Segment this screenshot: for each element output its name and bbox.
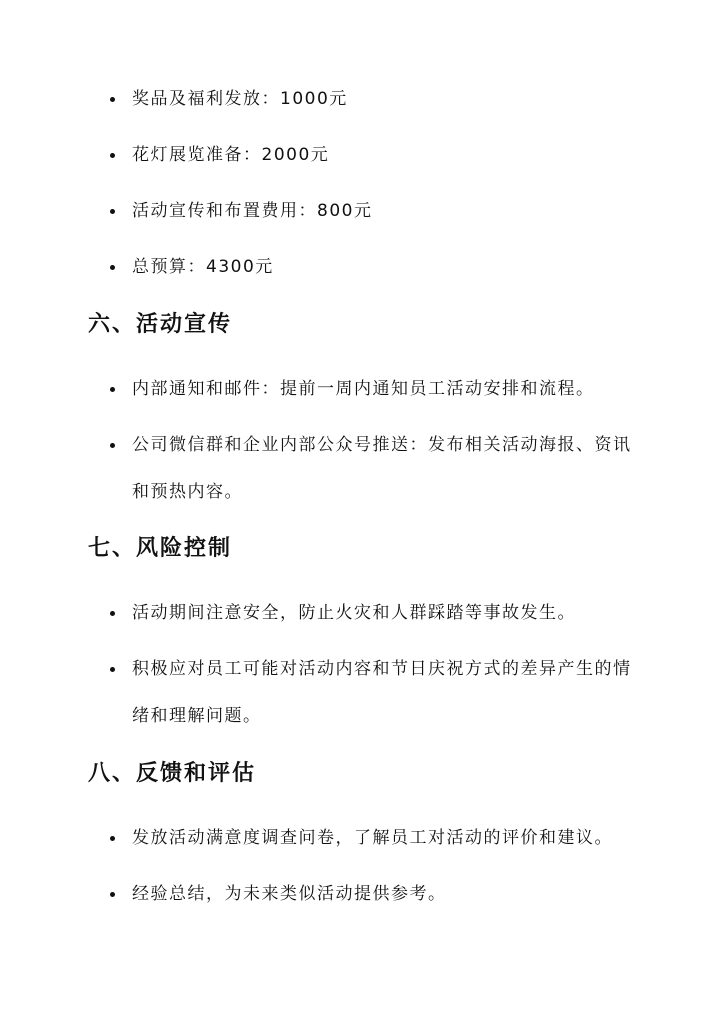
list-item (132, 590, 632, 637)
list-item (132, 188, 632, 235)
list-item (132, 244, 632, 291)
bullet-icon (110, 667, 115, 672)
list-item (132, 422, 632, 516)
bullet-icon (110, 153, 115, 158)
list-item-text: 奖品及福利发放：1000元 (132, 89, 348, 109)
list-item-text: 经验总结，为未来类似活动提供参考。 (132, 884, 447, 904)
list-item-text: 发放活动满意度调查问卷，了解员工对活动的评价和建议。 (132, 828, 613, 848)
bullet-icon (110, 209, 115, 214)
list-item (132, 815, 632, 862)
list-item-text: 活动宣传和布置费用：800元 (132, 201, 373, 221)
bullet-icon (110, 443, 115, 448)
list-item-text: 总预算：4300元 (132, 257, 274, 277)
bullet-icon (110, 836, 115, 841)
list-item (132, 646, 632, 740)
list-item (132, 871, 632, 918)
bullet-icon (110, 611, 115, 616)
list-item-text: 花灯展览准备：2000元 (132, 145, 330, 165)
section-heading-publicity: 六、活动宣传 (88, 312, 233, 337)
bullet-icon (110, 265, 115, 270)
list-item (132, 76, 632, 123)
list-item-text: 积极应对员工可能对活动内容和节日庆祝方式的差异产生的情绪和理解问题。 (132, 659, 632, 726)
list-item (132, 366, 632, 413)
list-item-text: 公司微信群和企业内部公众号推送：发布相关活动海报、资讯和预热内容。 (132, 435, 632, 502)
bullet-icon (110, 387, 115, 392)
list-item (132, 132, 632, 179)
list-item-text: 内部通知和邮件：提前一周内通知员工活动安排和流程。 (132, 379, 595, 399)
section-heading-risk: 七、风险控制 (88, 536, 233, 561)
list-item-text: 活动期间注意安全，防止火灾和人群踩踏等事故发生。 (132, 603, 576, 623)
bullet-icon (110, 97, 115, 102)
section-heading-feedback: 八、反馈和评估 (88, 761, 257, 786)
bullet-icon (110, 892, 115, 897)
